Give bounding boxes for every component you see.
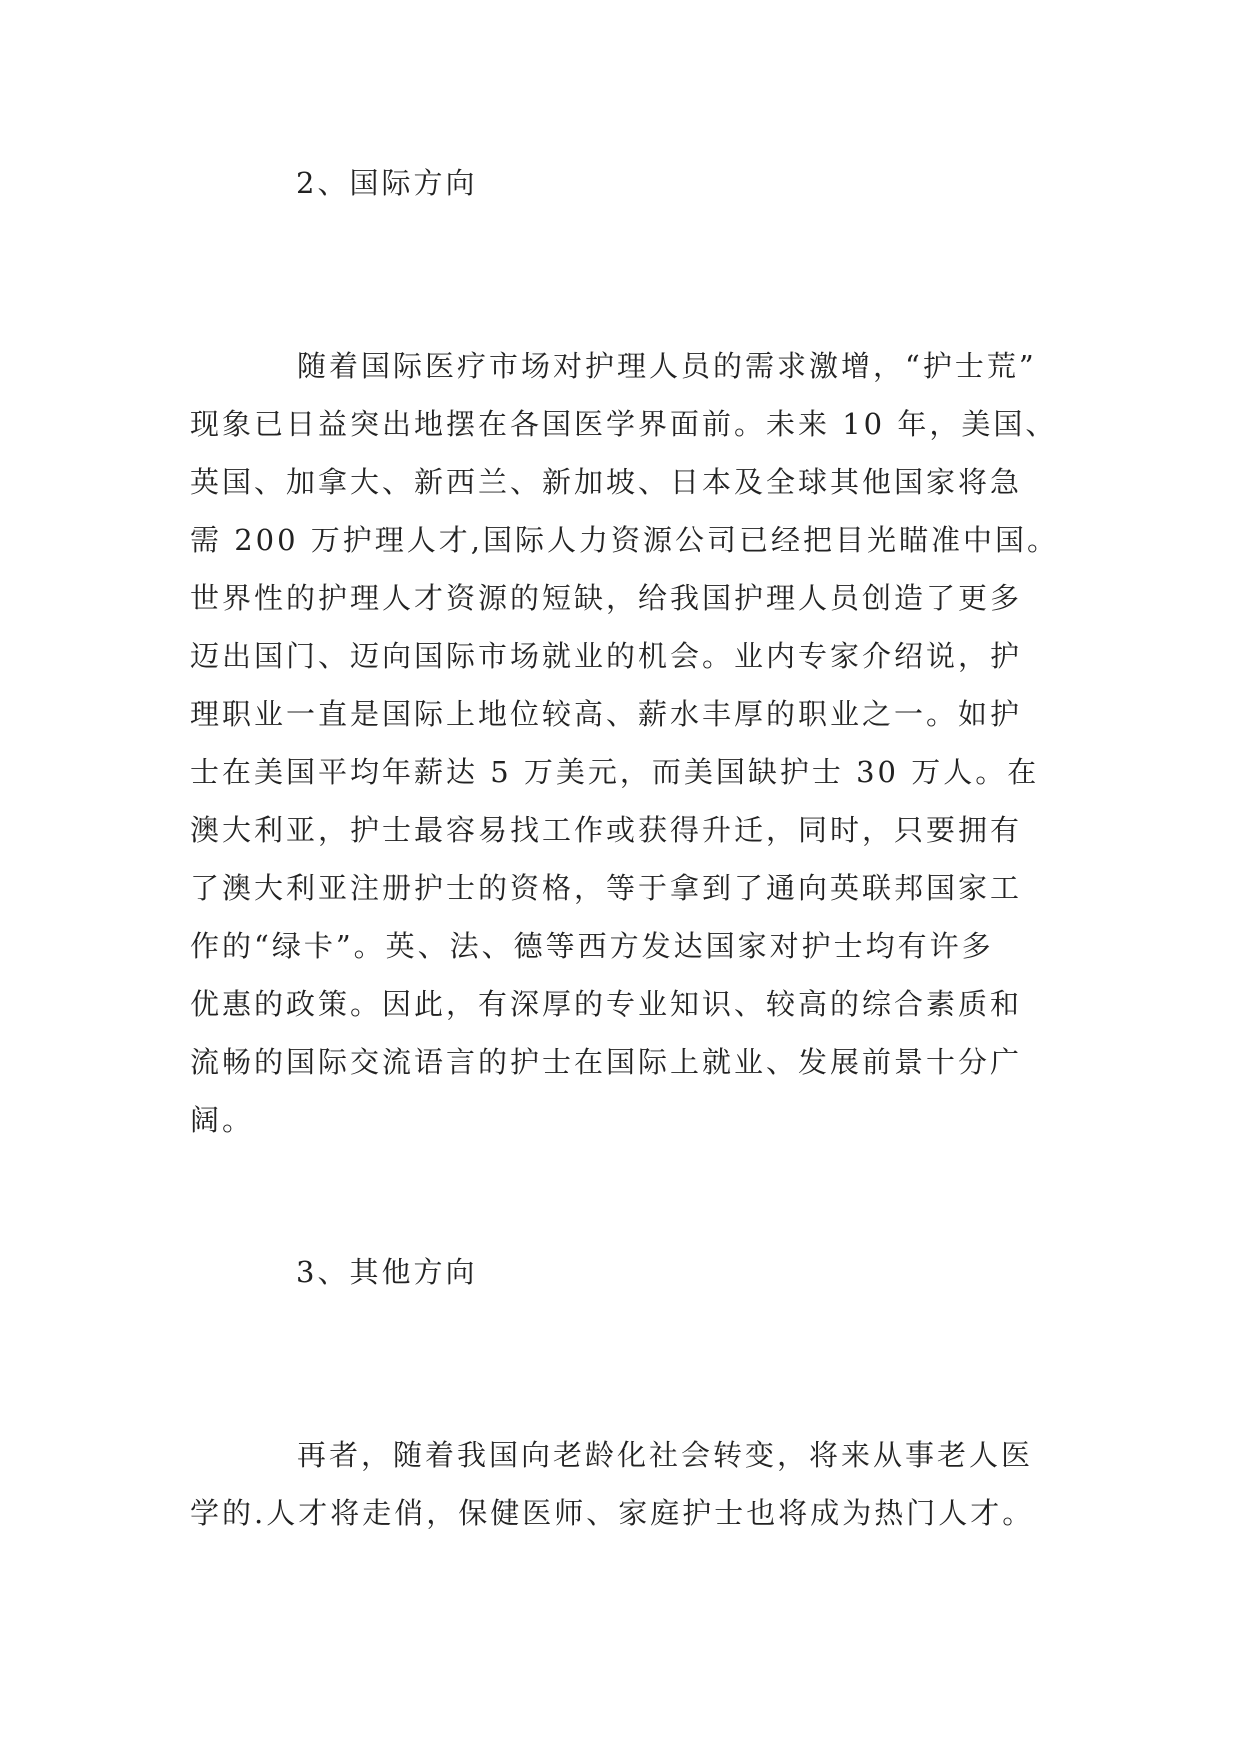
paragraph-line: 作的“绿卡”。英、法、德等西方发达国家对护士均有许多 (190, 929, 994, 963)
paragraph-line: 优惠的政策。因此，有深厚的专业知识、较高的综合素质和 (190, 987, 1023, 1021)
paragraph-line: 需 200 万护理人才,国际人力资源公司已经把目光瞄准中国。 (190, 523, 1060, 557)
paragraph-line: 士在美国平均年薪达 5 万美元，而美国缺护士 30 万人。在 (190, 755, 1040, 789)
paragraph-line: 再者，随着我国向老龄化社会转变，将来从事老人医 (297, 1438, 1034, 1472)
section-2-paragraph (190, 337, 1060, 1149)
section-3-heading: 3、其他方向 (296, 1255, 478, 1289)
paragraph-line: 流畅的国际交流语言的护士在国际上就业、发展前景十分广 (190, 1045, 1023, 1079)
paragraph-line: 澳大利亚，护士最容易找工作或获得升迁，同时，只要拥有 (190, 813, 1023, 847)
paragraph-line: 学的.人才将走俏，保健医师、家庭护士也将成为热门人才。 (190, 1496, 1035, 1530)
paragraph-line: 理职业一直是国际上地位较高、薪水丰厚的职业之一。如护 (190, 697, 1023, 731)
section-3-paragraph (190, 1426, 1060, 1542)
paragraph-line: 英国、加拿大、新西兰、新加坡、日本及全球其他国家将急 (190, 465, 1023, 499)
paragraph-line: 迈出国门、迈向国际市场就业的机会。业内专家介绍说，护 (190, 639, 1023, 673)
paragraph-line: 现象已日益突出地摆在各国医学界面前。未来 10 年，美国、 (190, 407, 1058, 441)
paragraph-line: 随着国际医疗市场对护理人员的需求激增，“护士荒” (297, 349, 1037, 383)
section-2-heading: 2、国际方向 (296, 166, 478, 200)
paragraph-line: 世界性的护理人才资源的短缺，给我国护理人员创造了更多 (190, 581, 1023, 615)
paragraph-line: 了澳大利亚注册护士的资格，等于拿到了通向英联邦国家工 (190, 871, 1023, 905)
paragraph-line: 阔。 (190, 1103, 255, 1137)
